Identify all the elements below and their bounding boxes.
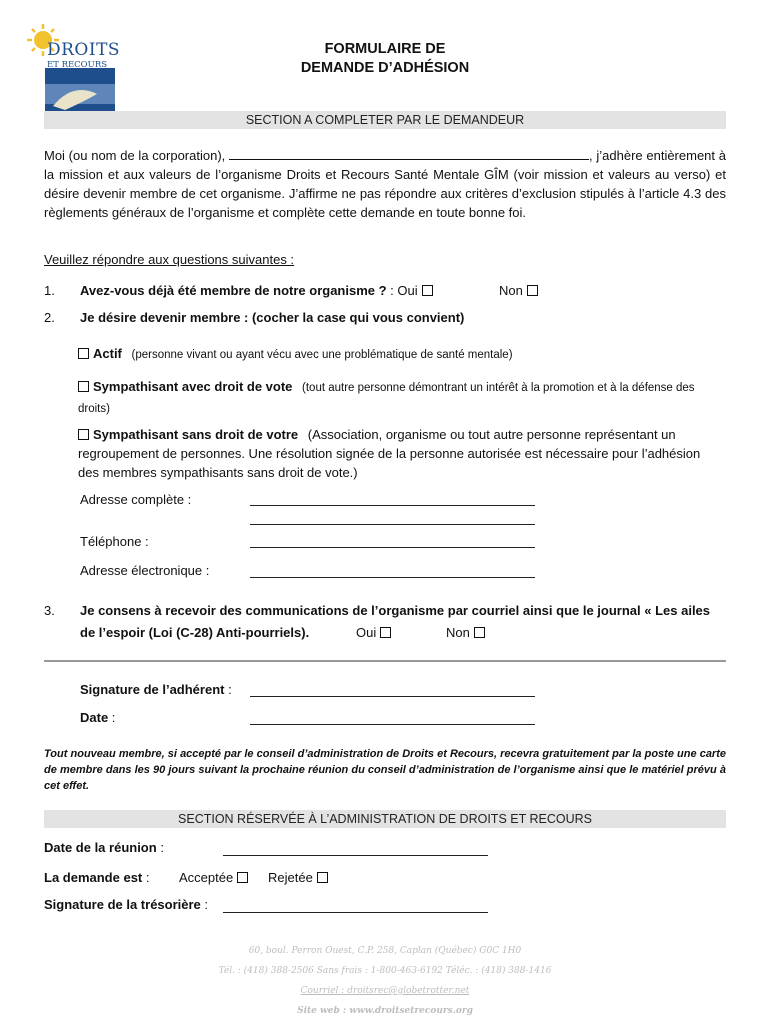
q1-no-label: Non (499, 283, 523, 298)
section-a-header: SECTION A COMPLETER PAR LE DEMANDEUR (44, 111, 726, 129)
rejected-checkbox[interactable] (317, 872, 328, 883)
sympathisant-sans-vote-checkbox[interactable] (78, 429, 89, 440)
email-label: Adresse électronique : (80, 563, 210, 578)
q1-yes-checkbox[interactable] (422, 285, 433, 296)
address-field-line2[interactable] (250, 524, 535, 525)
q2-text: Je désire devenir membre : (cocher la case qui vous convient) (80, 310, 465, 325)
meeting-date-field[interactable] (223, 855, 488, 856)
q3-no-label: Non (446, 625, 470, 640)
logo-line1: DROITS (47, 40, 121, 60)
request-status-label: La demande est : (44, 870, 150, 885)
q1-yes-label: : Oui (386, 283, 418, 298)
q3-no-checkbox[interactable] (474, 627, 485, 638)
q2-number: 2. (44, 310, 55, 325)
option-actif (78, 346, 728, 361)
signature-field[interactable] (250, 696, 535, 697)
meeting-date-label: Date de la réunion : (44, 840, 164, 855)
intro-end: , j’adhère entièrement à la mission et aux valeurs de l’organisme Droits et Recours Santé Mentale GÎM (voir mission et valeurs au verso) et désire devenir membre de cet organisme. J’affirme ne pas répondre aux critères d’exclusion stipulés à l’article 4.3 des règlements généraux de l’organisme et complète cette demande en toute bonne foi. (44, 148, 726, 220)
corporation-name-field[interactable] (229, 147, 589, 160)
q3-text-line2: de l’espoir (Loi (C-28) Anti-pourriels). (80, 625, 310, 640)
question-3 (0, 600, 770, 642)
form-title (250, 40, 520, 78)
actif-label: Actif (93, 346, 122, 361)
q3-yes-checkbox[interactable] (380, 627, 391, 638)
email-field[interactable] (250, 577, 535, 578)
title-line1: FORMULAIRE DE (324, 41, 446, 57)
footer-address: 60, boul. Perron Ouest, C.P. 258, Caplan (Québec) G0C 1H0 (248, 946, 522, 956)
actif-desc: (personne vivant ou ayant vécu avec une problématique de santé mentale) (131, 349, 513, 361)
membership-note: Tout nouveau membre, si accepté par le conseil d’administration de Droits et Recours, recevra gratuitement par la poste une carte de membre dans les 90 jours suivant la prochaine réunion du conseil d’administration de l’organisme ainsi que le matériel prévu à cet effet. (44, 748, 726, 792)
instructions: Veuillez répondre aux questions suivantes : (44, 252, 295, 267)
sympathisant-sans-vote-label: Sympathisant sans droit de votre (93, 427, 299, 442)
phone-label: Téléphone : (80, 534, 149, 549)
option-sympathisant-sans-vote (78, 425, 718, 482)
q3-text-line1: Je consens à recevoir des communications de l’organisme par courriel ainsi que le journal « Les ailes (80, 603, 711, 618)
q1-number: 1. (44, 283, 55, 298)
rejected-label: Rejetée (268, 870, 313, 885)
treasurer-signature-label: Signature de la trésorière : (44, 897, 209, 912)
footer-email[interactable]: Courriel : droitsrec@globetrotter.net (300, 986, 470, 996)
question-1 (0, 283, 770, 301)
date-field[interactable] (250, 724, 535, 725)
footer-phones: Tél. : (418) 388-2506 Sans frais : 1-800-463-6192 Téléc. : (418) 388-1416 (218, 966, 552, 976)
treasurer-signature-field[interactable] (223, 912, 488, 913)
phone-field[interactable] (250, 547, 535, 548)
q3-yes-label: Oui (356, 625, 377, 640)
intro-paragraph (44, 146, 726, 222)
q3-number: 3. (44, 603, 55, 618)
q1-text: Avez-vous déjà été membre de notre organisme ? (80, 283, 387, 298)
question-2 (0, 310, 770, 328)
sympathisant-sans-vote-desc: (Association, organisme ou tout autre personne représentant un regroupement de personnes. Une résolution signée de la personne autorisée est nécessaire pour l’adhésion des membres sympathisants sans droit de vote.) (78, 427, 701, 480)
address-label: Adresse complète : (80, 492, 192, 507)
sympathisant-vote-checkbox[interactable] (78, 381, 89, 392)
divider (44, 660, 726, 662)
intro-start: Moi (ou nom de la corporation), (44, 148, 226, 163)
title-line2: DEMANDE D’ADHÉSION (300, 60, 470, 76)
section-admin-header: SECTION RÉSERVÉE À L’ADMINISTRATION DE DROITS ET RECOURS (44, 810, 726, 828)
accepted-checkbox[interactable] (237, 872, 248, 883)
option-sympathisant-vote (78, 377, 718, 419)
signature-label: Signature de l’adhérent : (80, 682, 232, 697)
logo-line2: ET RECOURS (47, 60, 108, 70)
actif-checkbox[interactable] (78, 348, 89, 359)
sympathisant-vote-label: Sympathisant avec droit de vote (93, 379, 293, 394)
accepted-label: Acceptée (179, 870, 234, 885)
date-label: Date : (80, 710, 116, 725)
footer-website[interactable]: Site web : www.droitsetrecours.org (297, 1006, 473, 1016)
sympathisant-vote-desc: (tout autre personne démontrant un intérêt à la promotion et à la défense des droits) (78, 382, 695, 415)
address-field-line1[interactable] (250, 505, 535, 506)
q1-no-checkbox[interactable] (527, 285, 538, 296)
